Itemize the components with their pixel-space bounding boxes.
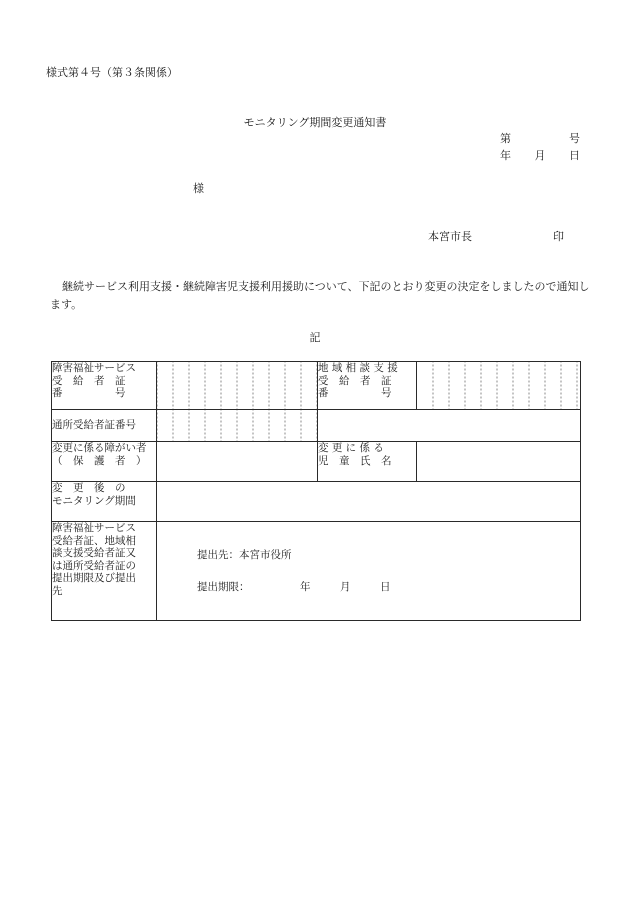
date-month: 月 bbox=[534, 149, 546, 162]
consult-cert-number-field[interactable] bbox=[417, 362, 581, 410]
label-line: 提出期限及び提出 bbox=[52, 572, 136, 584]
form-number: 様式第４号（第３条関係） bbox=[46, 66, 178, 79]
monitoring-period-label bbox=[52, 482, 157, 522]
disabled-person-name-field[interactable] bbox=[157, 442, 318, 482]
ki-heading: 記 bbox=[309, 331, 321, 344]
label-line: 地 域 相 談 支 援 bbox=[318, 362, 398, 374]
document-number bbox=[500, 132, 580, 146]
submit-destination: 提出先：本宮市役所 bbox=[197, 549, 292, 561]
label-line: 先 bbox=[52, 584, 63, 597]
monitoring-period-field[interactable] bbox=[157, 482, 581, 522]
label-line: 障害福祉サービス bbox=[52, 522, 136, 534]
table-row bbox=[52, 410, 581, 442]
label-line: （ 保 護 者 ） bbox=[52, 454, 147, 467]
label-line: 変更に係る障がい者 bbox=[52, 442, 147, 454]
label-line: 番 号 bbox=[318, 387, 392, 399]
document-title: モニタリング期間変更通知書 bbox=[243, 116, 387, 129]
submit-day: 日 bbox=[380, 581, 391, 593]
label-line: 児 童 氏 名 bbox=[318, 454, 392, 467]
child-name-label bbox=[318, 442, 417, 482]
addressee: 様 bbox=[193, 182, 204, 195]
label-line: 変 更 に 係 る bbox=[318, 442, 384, 454]
label-line: モニタリング期間 bbox=[52, 494, 136, 507]
seal-mark: 印 bbox=[553, 230, 564, 243]
service-cert-number-field[interactable] bbox=[157, 362, 318, 410]
disabled-person-label bbox=[52, 442, 157, 482]
label-line: 受 給 者 証 bbox=[52, 374, 126, 387]
table-row bbox=[52, 482, 581, 522]
submit-deadline-label: 提出期限： bbox=[197, 581, 250, 593]
issuer: 本宮市長 bbox=[428, 230, 472, 243]
label-line: 変 更 後 の bbox=[52, 482, 126, 494]
date-day: 日 bbox=[569, 149, 580, 162]
label-line: 受 給 者 証 bbox=[318, 374, 392, 387]
label-line: 番 号 bbox=[52, 387, 126, 399]
table-row bbox=[52, 522, 581, 621]
body-text: 継続サービス利用支援・継続障害児支援利用援助について、下記のとおり変更の決定をしましたので通知します。 bbox=[50, 280, 590, 311]
label-line: は通所受給者証の bbox=[52, 559, 136, 572]
submit-deadline bbox=[197, 581, 391, 594]
deadline-field bbox=[157, 522, 581, 621]
doc-no-prefix: 第 bbox=[500, 132, 511, 145]
label-line: 通所受給者証番号 bbox=[52, 419, 136, 432]
document-date bbox=[500, 149, 580, 163]
empty-cell bbox=[318, 410, 581, 442]
label-line: 談支援受給者証又 bbox=[52, 547, 136, 559]
doc-no-suffix: 号 bbox=[569, 132, 580, 145]
submit-month: 月 bbox=[340, 581, 351, 593]
label-line: 障害福祉サービス bbox=[52, 362, 136, 374]
notification-form-table bbox=[51, 361, 581, 621]
consult-cert-label bbox=[318, 362, 417, 410]
day-service-cert-label bbox=[52, 410, 157, 442]
submit-year: 年 bbox=[300, 581, 311, 593]
label-line: 受給者証、地域相 bbox=[52, 534, 136, 547]
table-row bbox=[52, 362, 581, 410]
child-name-field[interactable] bbox=[417, 442, 581, 482]
date-year: 年 bbox=[500, 149, 511, 162]
table-row bbox=[52, 442, 581, 482]
day-service-cert-number-field[interactable] bbox=[157, 410, 318, 442]
service-cert-label bbox=[52, 362, 157, 410]
deadline-label bbox=[52, 522, 157, 621]
